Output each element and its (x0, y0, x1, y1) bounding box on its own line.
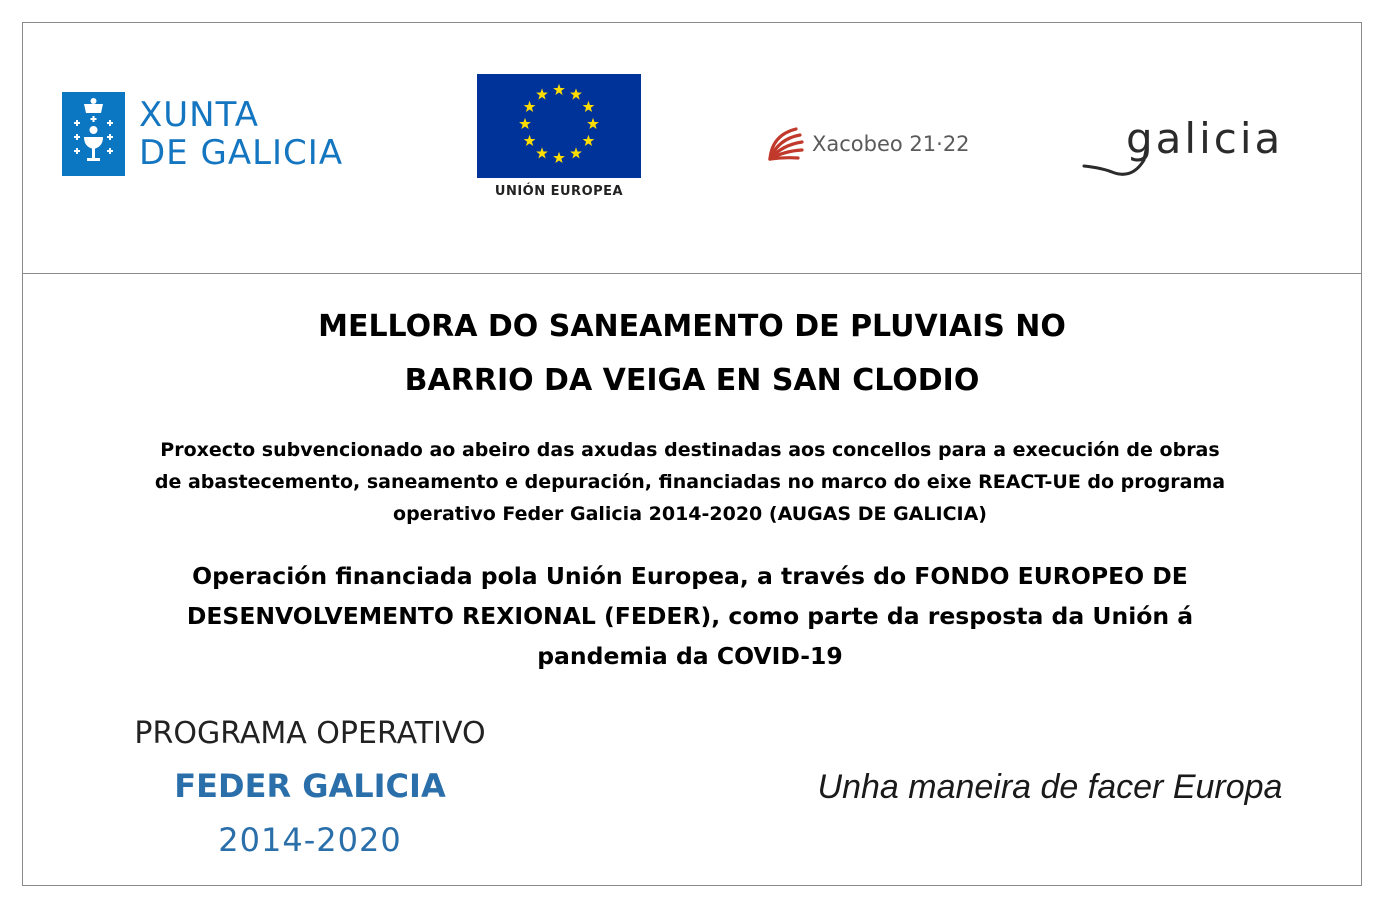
description-line2: de abastecemento, saneamento e depuración, financiadas no marco do eixe REACT-UE do programa (154, 471, 1226, 493)
description-line1: Proxecto subvencionado ao abeiro das axudas destinadas aos concellos para a execución de obras (160, 439, 1220, 461)
galicia-wordmark: galicia (1126, 114, 1284, 163)
programa-operativo-logo (60, 710, 560, 866)
xunta-wordmark (139, 96, 343, 172)
eu-label: UNIÓN EUROPEA (494, 184, 624, 199)
scallop-shell-icon (766, 125, 806, 163)
programa-line1: PROGRAMA OPERATIVO (134, 716, 486, 751)
financed-line1: Operación financiada pola Unión Europea, a través do FONDO EUROPEO DE (192, 562, 1188, 590)
xacobeo-logo (766, 125, 970, 163)
galicia-logo (1082, 110, 1312, 180)
financed-line3: pandemia da COVID-19 (537, 642, 843, 670)
slogan: Unha maneira de facer Europa (817, 768, 1283, 806)
financing-statement (40, 556, 1340, 676)
eu-logo (477, 74, 641, 199)
xacobeo-label: Xacobeo 21·22 (812, 132, 970, 156)
description-line3: operativo Feder Galicia 2014-2020 (AUGAS DE GALICIA) (393, 503, 987, 525)
xunta-line2: DE GALICIA (139, 133, 344, 173)
eu-flag-icon (477, 74, 641, 178)
title-line1: MELLORA DO SANEAMENTO DE PLUVIAIS NO (318, 309, 1066, 344)
project-title (22, 300, 1362, 408)
programa-line3: 2014-2020 (218, 821, 402, 859)
programa-line2: FEDER GALICIA (174, 767, 446, 805)
xunta-logo (62, 92, 343, 176)
logo-bar (22, 22, 1362, 272)
financed-line2: DESENVOLVEMENTO REXIONAL (FEDER), como parte da resposta da Unión á (186, 602, 1194, 630)
header-divider (22, 273, 1362, 274)
xunta-line1: XUNTA (139, 95, 259, 135)
project-description (40, 434, 1340, 530)
xunta-emblem-icon (62, 92, 125, 176)
title-line2: BARRIO DA VEIGA EN SAN CLODIO (404, 363, 980, 398)
